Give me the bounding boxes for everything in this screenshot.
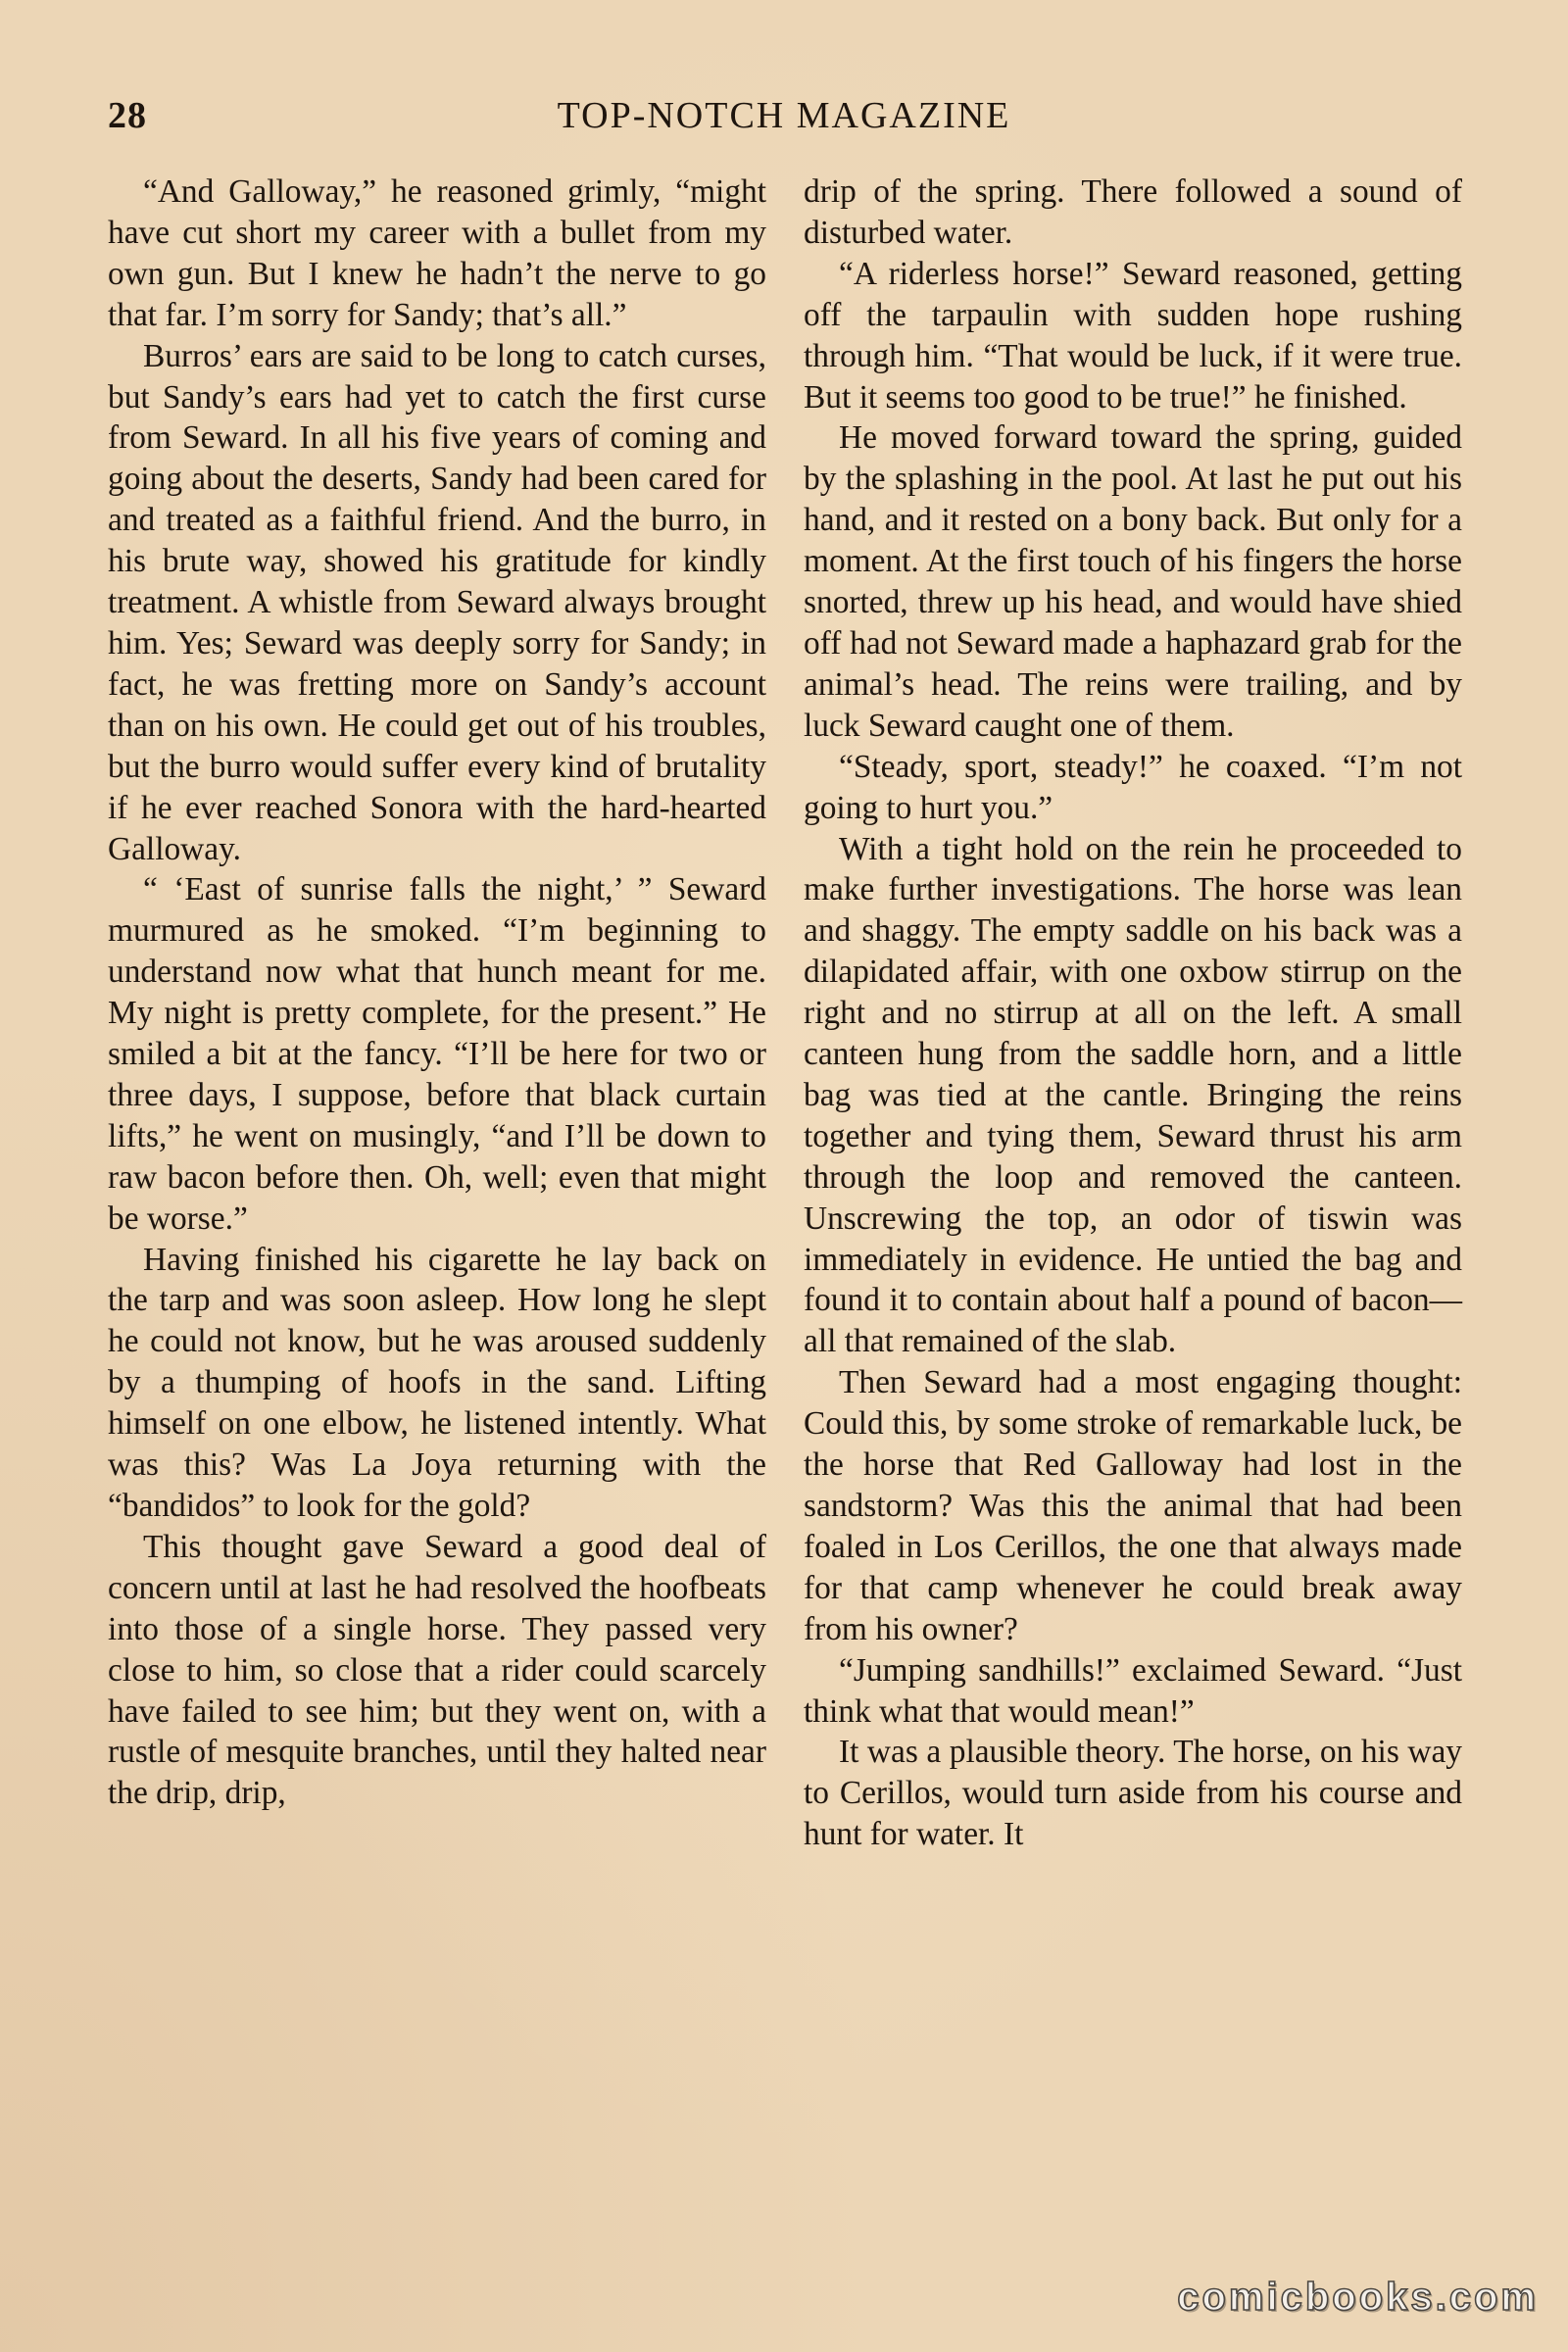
paragraph: “A riderless horse!” Seward reasoned, getting off the tarpaulin with sudden hope rushing through him. “That would be luck, if it were true. But it seems too good to be true!” he finished. xyxy=(804,255,1462,416)
paragraph: “ ‘East of sunrise falls the night,’ ” Seward murmured as he smoked. “I’m beginning to understand now what that hunch meant for me. My night is pretty complete, for the present.” He smiled a bit at the fancy. “I’ll be here for two or three days, I suppose, before that black curtain lifts,” he went on musingly, “and I’ll be down to raw bacon before then. Oh, well; even that might be worse.” xyxy=(108,871,766,1237)
right-column xyxy=(804,172,1462,1855)
paragraph: This thought gave Seward a good deal of concern until at last he had resolved the hoofbeats into those of a single horse. They passed very close to him, so close that a rider could scarcely have failed to see him; but they went on, with a rustle of mesquite branches, until they halted near the drip, drip, xyxy=(108,1528,766,1812)
running-head: TOP-NOTCH MAGAZINE xyxy=(557,95,1011,136)
page-header xyxy=(108,94,1460,149)
paragraph: With a tight hold on the rein he proceeded to make further investigations. The horse was lean and shaggy. The empty saddle on his back was a dilapidated affair, with one oxbow stirrup on the right and no stirrup at all on the left. A small canteen hung from the saddle horn, and a little bag was tied at the cantle. Bringing the reins together and tying them, Seward thrust his arm through the loop and removed the canteen. Unscrewing the top, an odor of tiswin was immediately in evidence. He untied the bag and found it to contain about half a pound of bacon—all that remained of the slab. xyxy=(804,830,1462,1360)
paragraph: Burros’ ears are said to be long to catch curses, but Sandy’s ears had yet to catch the first curse from Seward. In all his five years of coming and going about the deserts, Sandy had been cared for and treated as a faithful friend. And the burro, in his brute way, showed his gratitude for kindly treatment. A whistle from Seward always brought him. Yes; Seward was deeply sorry for Sandy; in fact, he was fretting more on Sandy’s account than on his own. He could get out of his troubles, but the burro would suffer every kind of brutality if he ever reached Sonora with the hard-hearted Galloway. xyxy=(108,337,766,867)
paragraph: He moved forward toward the spring, guided by the splashing in the pool. At last he put out his hand, and it rested on a bony back. But only for a moment. At the first touch of his fingers the horse snorted, threw up his head, and would have shied off had not Seward made a haphazard grab for the animal’s head. The reins were trailing, and by luck Seward caught one of them. xyxy=(804,419,1462,744)
paragraph: “Steady, sport, steady!” he coaxed. “I’m not going to hurt you.” xyxy=(804,748,1462,826)
page-number: 28 xyxy=(108,95,147,136)
left-column xyxy=(108,172,766,1814)
paragraph: It was a plausible theory. The horse, on his way to Cerillos, would turn aside from his course and hunt for water. It xyxy=(804,1734,1462,1853)
paragraph: “Jumping sandhills!” exclaimed Seward. “Just think what that would mean!” xyxy=(804,1651,1462,1730)
watermark: comicbooks.com xyxy=(1177,2276,1539,2319)
paragraph-continued: drip of the spring. There followed a sound of disturbed water. xyxy=(804,173,1462,251)
paragraph: “And Galloway,” he reasoned grimly, “might have cut short my career with a bullet from my own gun. But I knew he hadn’t the nerve to go that far. I’m sorry for Sandy; that’s all.” xyxy=(108,173,766,333)
paragraph: Having finished his cigarette he lay back on the tarp and was soon asleep. How long he slept he could not know, but he was aroused suddenly by a thumping of hoofs in the sand. Lifting himself on one elbow, he listened intently. What was this? Was La Joya returning with the “bandidos” to look for the gold? xyxy=(108,1241,766,1524)
paragraph: Then Seward had a most engaging thought: Could this, by some stroke of remarkable luck, be the horse that Red Galloway had lost in the sandstorm? Was this the animal that had been foaled in Los Cerillos, the one that always made for that camp whenever he could break away from his owner? xyxy=(804,1364,1462,1647)
